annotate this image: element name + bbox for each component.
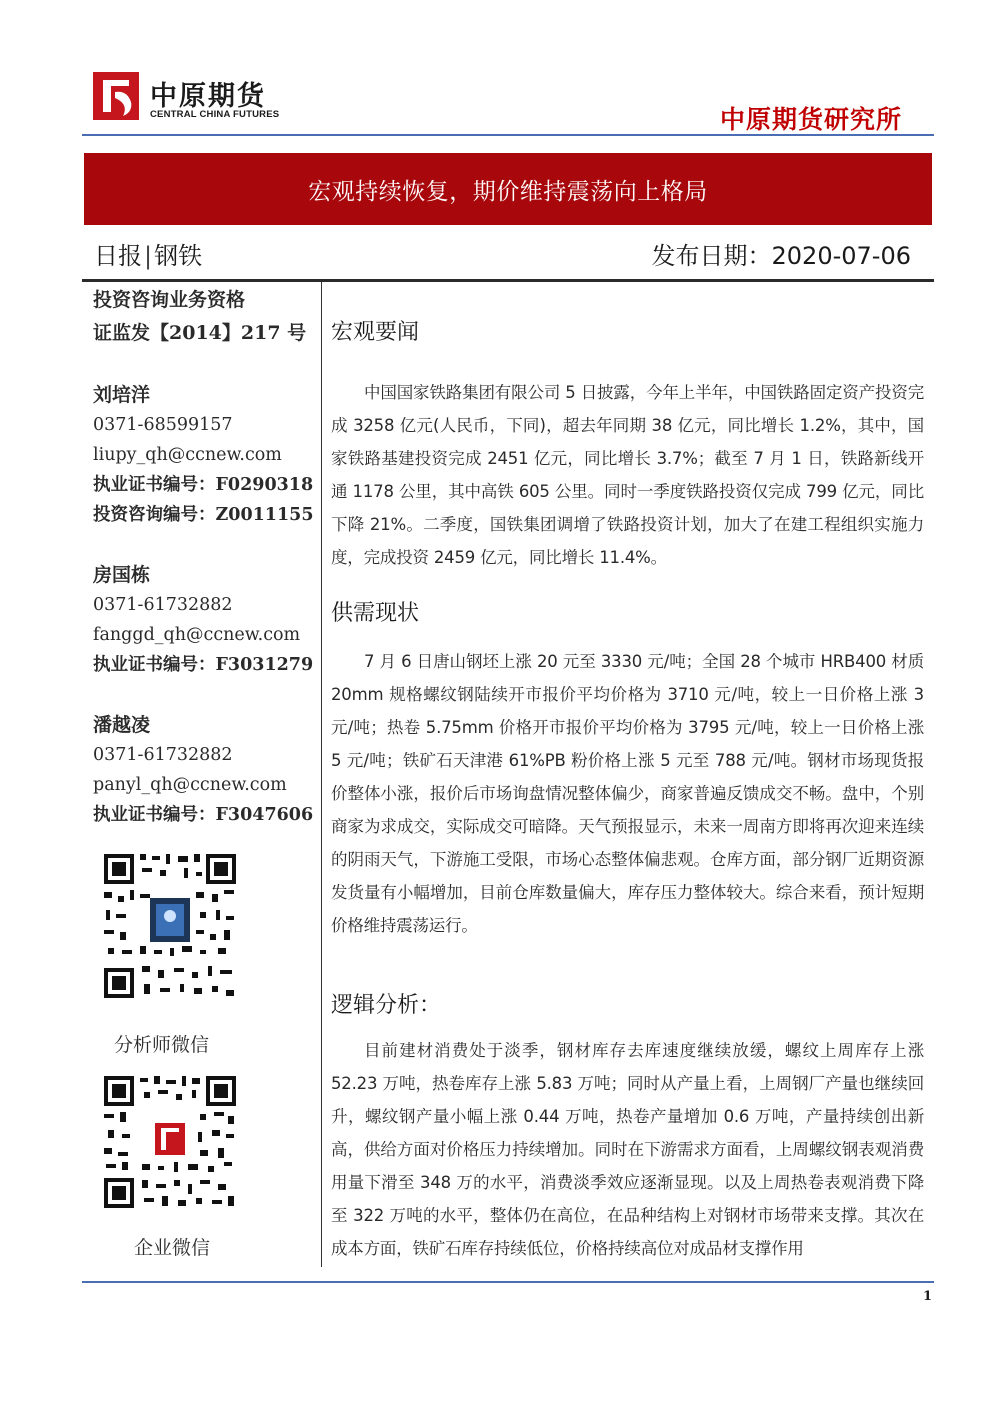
report-type-row — [94, 236, 202, 271]
analyst-email: panyl_qh@ccnew.com — [93, 775, 287, 795]
analyst-cert: 执业证书编号：F3031279 — [93, 655, 314, 675]
analyst-card — [93, 560, 321, 680]
analyst-qr-code-icon — [100, 850, 240, 1002]
publish-date: 发布日期：2020-07-06 — [651, 242, 911, 270]
logo-chinese-name: 中原期货 — [150, 81, 266, 112]
column-divider — [321, 282, 322, 1267]
report-type: 日报 — [94, 242, 142, 270]
analyst-phone: 0371-68599157 — [93, 415, 233, 435]
section-title-macro: 宏观要闻 — [331, 320, 420, 345]
analyst-card — [93, 380, 321, 530]
company-logo-icon — [93, 72, 139, 120]
analyst-cert: 执业证书编号：F3047606 — [93, 805, 314, 825]
sidebar — [93, 284, 321, 830]
report-category: 钢铁 — [154, 242, 203, 270]
analyst-name: 房国栋 — [93, 564, 151, 586]
report-title: 宏观持续恢复，期价维持震荡向上格局 — [308, 178, 708, 205]
qualification-number: 证监发【2014】217 号 — [93, 322, 307, 344]
section-text-logic: 目前建材消费处于淡季，钢材库存去库速度继续放缓，螺纹上周库存上涨 52.23 万吨，热卷库存上涨 5.83 万吨；同时从产量上看，上周钢厂产量也继续回升，螺纹钢产量小幅上涨 0.44 万吨，热卷产量增加 0.6 万吨，产量持续创出新高，供给方面对价格压力持续增加。同时在下游需求方面看，上周螺纹钢表观消费用量下滑至 348 万的水平，消费淡季效应逐渐显现。以及上周热卷表观消费下降至 322 万吨的水平，整体仍在高位，在品种结构上对钢材市场带来支撑。其次在成本方面，铁矿石库存持续低位，价格持续高位对成品材支撑作用 — [331, 1041, 924, 1258]
section-title-supply-demand: 供需现状 — [331, 601, 420, 626]
analyst-qr-caption: 分析师微信 — [114, 1034, 210, 1056]
company-qr-caption: 企业微信 — [134, 1237, 211, 1259]
section-text-macro: 中国国家铁路集团有限公司 5 日披露，今年上半年，中国铁路固定资产投资完成 3258 亿元(人民币，下同)，超去年同期 38 亿元，同比增长 1.2%，其中，国家铁路基建投资完成 2451 亿元，同比增长 3.7%；截至 7 月 1 日，铁路新线开通 1178 公里，其中高铁 605 公里。同时一季度铁路投资仅完成 799 亿元，同比下降 21%。二季度，国铁集团调增了铁路投资计划，加大了在建工程组织实施力度，完成投资 2459 亿元，同比增长 11.4%。 — [331, 383, 924, 567]
analyst-cert: 执业证书编号：F0290318 — [93, 475, 314, 495]
title-banner — [84, 153, 932, 225]
section-text-supply-demand: 7 月 6 日唐山钢坯上涨 20 元至 3330 元/吨；全国 28 个城市 HRB400 材质 20mm 规格螺纹钢陆续开市报价平均价格为 3710 元/吨，较上一日价格上涨 3 元/吨；热卷 5.75mm 价格开市报价平均价格为 3795 元/吨，较上一日价格上涨 5 元/吨；铁矿石天津港 61%PB 粉价格上涨 5 元至 788 元/吨。钢材市场现货报价整体小涨，报价后市场询盘情况整体偏少，商家普遍反馈成交不畅。盘中，个别商家为求成交，实际成交可暗降。天气预报显示，未来一周南方即将再次迎来连续的阴雨天气，下游施工受限，市场心态整体偏悲观。仓库方面，部分钢厂近期资源发货量有小幅增加，目前仓库数量偏大，库存压力整体较大。综合来看，预计短期价格维持震荡运行。 — [331, 652, 924, 935]
meta-divider — [82, 279, 934, 282]
analyst-phone: 0371-61732882 — [93, 745, 233, 765]
analyst-advisory: 投资咨询编号：Z0011155 — [93, 505, 314, 525]
type-separator: | — [144, 242, 153, 270]
institute-name: 中原期货研究所 — [719, 105, 902, 134]
analyst-card — [93, 710, 321, 830]
header-divider — [82, 134, 934, 136]
logo-english-name: CENTRAL CHINA FUTURES — [150, 109, 280, 120]
footer-divider — [82, 1281, 934, 1283]
qualification-title: 投资咨询业务资格 — [93, 289, 246, 311]
analyst-name: 刘培洋 — [93, 384, 151, 406]
analyst-name: 潘越凌 — [93, 714, 151, 736]
page-number: 1 — [922, 1289, 932, 1304]
company-qr-code-icon — [100, 1072, 240, 1224]
analyst-phone: 0371-61732882 — [93, 595, 233, 615]
analyst-email: fanggd_qh@ccnew.com — [93, 625, 301, 645]
analyst-email: liupy_qh@ccnew.com — [93, 445, 282, 465]
section-title-logic: 逻辑分析： — [331, 993, 442, 1018]
